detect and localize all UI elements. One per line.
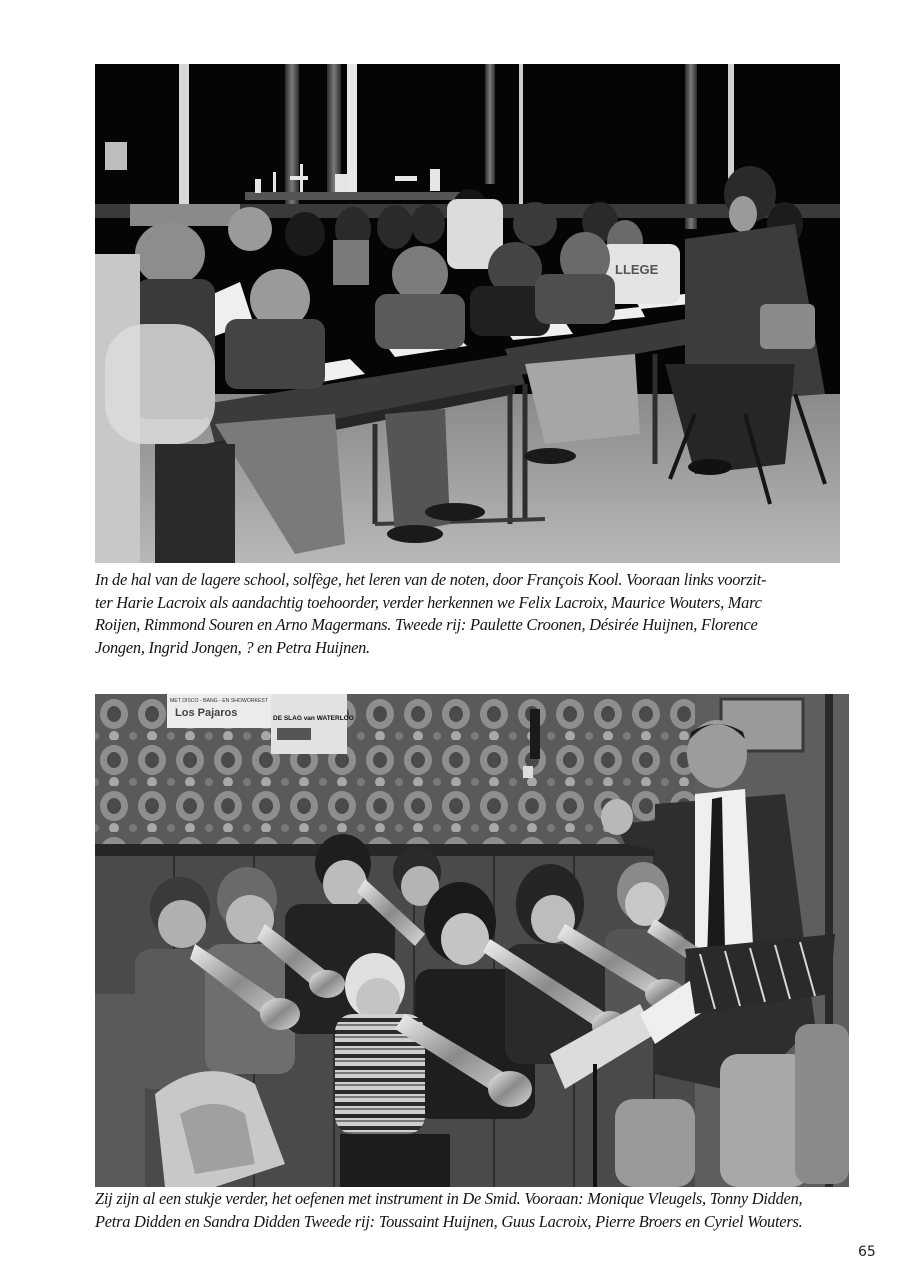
caption-line: Jongen, Ingrid Jongen, ? en Petra Huijnen. <box>95 637 370 657</box>
caption-solfege <box>95 569 840 659</box>
caption-line: Petra Didden en Sandra Didden Tweede rij: Toussaint Huijnen, Guus Lacroix, Pierre Broers en Cyriel Wouters. <box>95 1211 803 1231</box>
poster-waterloo-title: DE SLAG van WATERLOO <box>273 715 354 722</box>
caption-line: Roijen, Rimmond Souren en Arno Magermans. Tweede rij: Paulette Croonen, Désirée Huijnen, Florence <box>95 615 758 634</box>
photo-solfege-classroom <box>95 64 840 563</box>
photo-de-smid-band <box>95 694 849 1187</box>
caption-line: ter Harie Lacroix als aandachtig toehoorder, verder herkennen we Felix Lacroix, Maurice Wouters, Marc <box>95 592 762 612</box>
photo-de-smid-image <box>95 694 849 1187</box>
caption-line: Zij zijn al een stukje verder, het oefenen met instrument in De Smid. Vooraan: Monique Vleugels, Tonny Didden, <box>95 1189 803 1208</box>
caption-line: In de hal van de lagere school, solfège, het leren van de noten, door François Kool. Vooraan links voorzit- <box>95 570 767 589</box>
shirt-text: LLEGE <box>615 262 659 277</box>
poster-los-pajaros-title: Los Pajaros <box>175 707 238 719</box>
poster-los-pajaros-top: MET DISCO - BANG - EN SHOWORKEST <box>170 698 269 704</box>
photo-solfege-image <box>95 64 840 563</box>
poster-waterloo <box>271 694 347 754</box>
page-number: 65 <box>858 1244 876 1260</box>
caption-de-smid <box>95 1188 855 1233</box>
